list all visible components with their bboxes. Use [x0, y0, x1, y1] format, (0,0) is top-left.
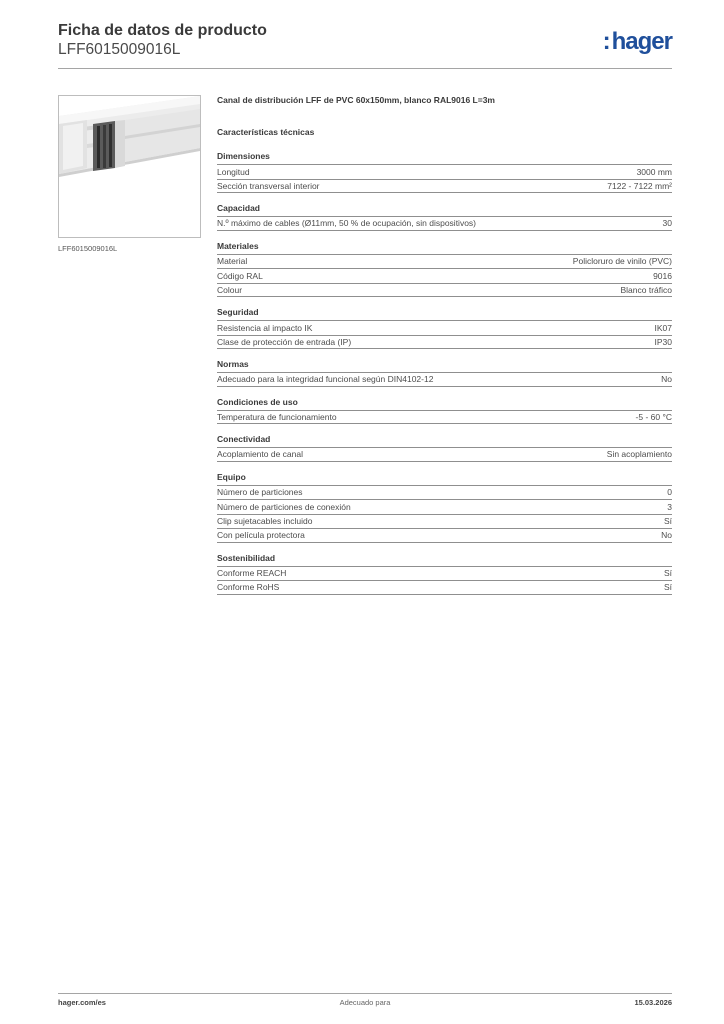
photo-caption: LFF6015009016L — [58, 244, 118, 253]
spec-group-title: Equipo — [217, 471, 246, 482]
spec-group — [217, 433, 672, 462]
page-header — [58, 22, 672, 70]
spec-table — [217, 566, 672, 595]
spec-group-title: Condiciones de uso — [217, 396, 298, 407]
spec-value: 3000 mm — [636, 166, 672, 177]
specs-title: Características técnicas — [217, 127, 315, 137]
spec-row — [217, 179, 672, 194]
footer-date: 15.03.2026 — [634, 998, 672, 1007]
spec-group — [217, 396, 672, 425]
spec-table — [217, 447, 672, 462]
spec-row — [217, 499, 672, 514]
spec-row — [217, 447, 672, 462]
spec-label: Longitud — [217, 166, 250, 177]
spec-row — [217, 164, 672, 179]
spec-group-title: Materiales — [217, 240, 259, 251]
page-footer — [58, 998, 672, 1010]
document-title: Ficha de datos de producto — [58, 22, 267, 39]
spec-label: Material — [217, 256, 248, 267]
spec-label: Clase de protección de entrada (IP) — [217, 336, 352, 347]
spec-row — [217, 514, 672, 529]
spec-table — [217, 410, 672, 425]
spec-value: Sin acoplamiento — [606, 449, 672, 460]
spec-value: Sí — [663, 582, 672, 593]
spec-group — [217, 471, 672, 543]
spec-label: Colour — [217, 284, 243, 295]
spec-content — [217, 94, 672, 604]
spec-group — [217, 358, 672, 387]
product-reference: LFF6015009016L — [58, 41, 181, 58]
spec-row — [217, 528, 672, 543]
spec-value: 0 — [667, 487, 672, 498]
spec-value: IK07 — [654, 322, 672, 333]
spec-group — [217, 552, 672, 595]
spec-label: Número de particiones de conexión — [217, 501, 351, 512]
spec-value: 3 — [667, 501, 672, 512]
spec-group — [217, 240, 672, 298]
product-photo — [58, 95, 201, 238]
spec-label: Adecuado para la integridad funcional según DIN4102-12 — [217, 374, 434, 385]
spec-group — [217, 306, 672, 349]
spec-table — [217, 372, 672, 387]
spec-label: Con película protectora — [217, 530, 305, 541]
hager-logo[interactable] — [603, 28, 672, 56]
spec-groups — [217, 150, 672, 595]
spec-group — [217, 150, 672, 193]
spec-table — [217, 216, 672, 231]
spec-table — [217, 320, 672, 349]
spec-label: Resistencia al impacto IK — [217, 322, 313, 333]
spec-label: N.º máximo de cables (Ø11mm, 50 % de ocupación, sin dispositivos) — [217, 218, 477, 229]
spec-row — [217, 283, 672, 298]
header-divider — [58, 68, 672, 69]
spec-table — [217, 164, 672, 193]
spec-value: No — [661, 530, 672, 541]
spec-row — [217, 268, 672, 283]
spec-value: Sí — [663, 568, 672, 579]
spec-label: Clip sujetacables incluido — [217, 516, 313, 527]
spec-value: Sí — [663, 516, 672, 527]
spec-label: Temperatura de funcionamiento — [217, 411, 337, 422]
spec-row — [217, 335, 672, 350]
spec-value: IP30 — [654, 336, 672, 347]
spec-value: -5 - 60 °C — [635, 411, 672, 422]
footer-divider — [58, 993, 672, 994]
footer-website-link[interactable]: hager.com/es — [58, 998, 106, 1007]
spec-group-title: Conectividad — [217, 434, 271, 444]
spec-value: 30 — [662, 218, 672, 229]
spec-group-title: Capacidad — [217, 203, 260, 213]
logo-prefix: : — [602, 28, 611, 55]
product-name: Canal de distribución LFF de PVC 60x150mm, blanco RAL9016 L=3m — [217, 95, 495, 105]
spec-row — [217, 372, 672, 387]
spec-value: No — [661, 374, 672, 385]
spec-value: Blanco tráfico — [620, 284, 672, 295]
spec-label: Código RAL — [217, 270, 263, 281]
spec-value: 7122 - 7122 mm² — [607, 180, 672, 191]
spec-label: Número de particiones — [217, 487, 303, 498]
spec-row — [217, 216, 672, 231]
spec-row — [217, 410, 672, 425]
spec-label: Acoplamiento de canal — [217, 449, 304, 460]
spec-table — [217, 254, 672, 298]
spec-row — [217, 320, 672, 335]
footer-center-text: Adecuado para — [339, 998, 391, 1007]
spec-row — [217, 485, 672, 500]
spec-group-title: Sostenibilidad — [217, 552, 276, 563]
spec-row — [217, 580, 672, 595]
spec-row — [217, 566, 672, 581]
spec-group-title: Dimensiones — [217, 151, 270, 161]
spec-group-title: Seguridad — [217, 307, 259, 317]
spec-label: Sección transversal interior — [217, 180, 320, 191]
spec-value: 9016 — [653, 270, 672, 281]
spec-group-title: Normas — [217, 359, 249, 369]
spec-group — [217, 202, 672, 231]
logo-text: hager — [611, 28, 672, 55]
spec-value: Policloruro de vinilo (PVC) — [572, 256, 672, 267]
spec-label: Conforme REACH — [217, 568, 287, 579]
spec-label: Conforme RoHS — [217, 582, 280, 593]
spec-row — [217, 254, 672, 269]
spec-table — [217, 485, 672, 543]
cable-trunking-photo — [59, 96, 200, 237]
